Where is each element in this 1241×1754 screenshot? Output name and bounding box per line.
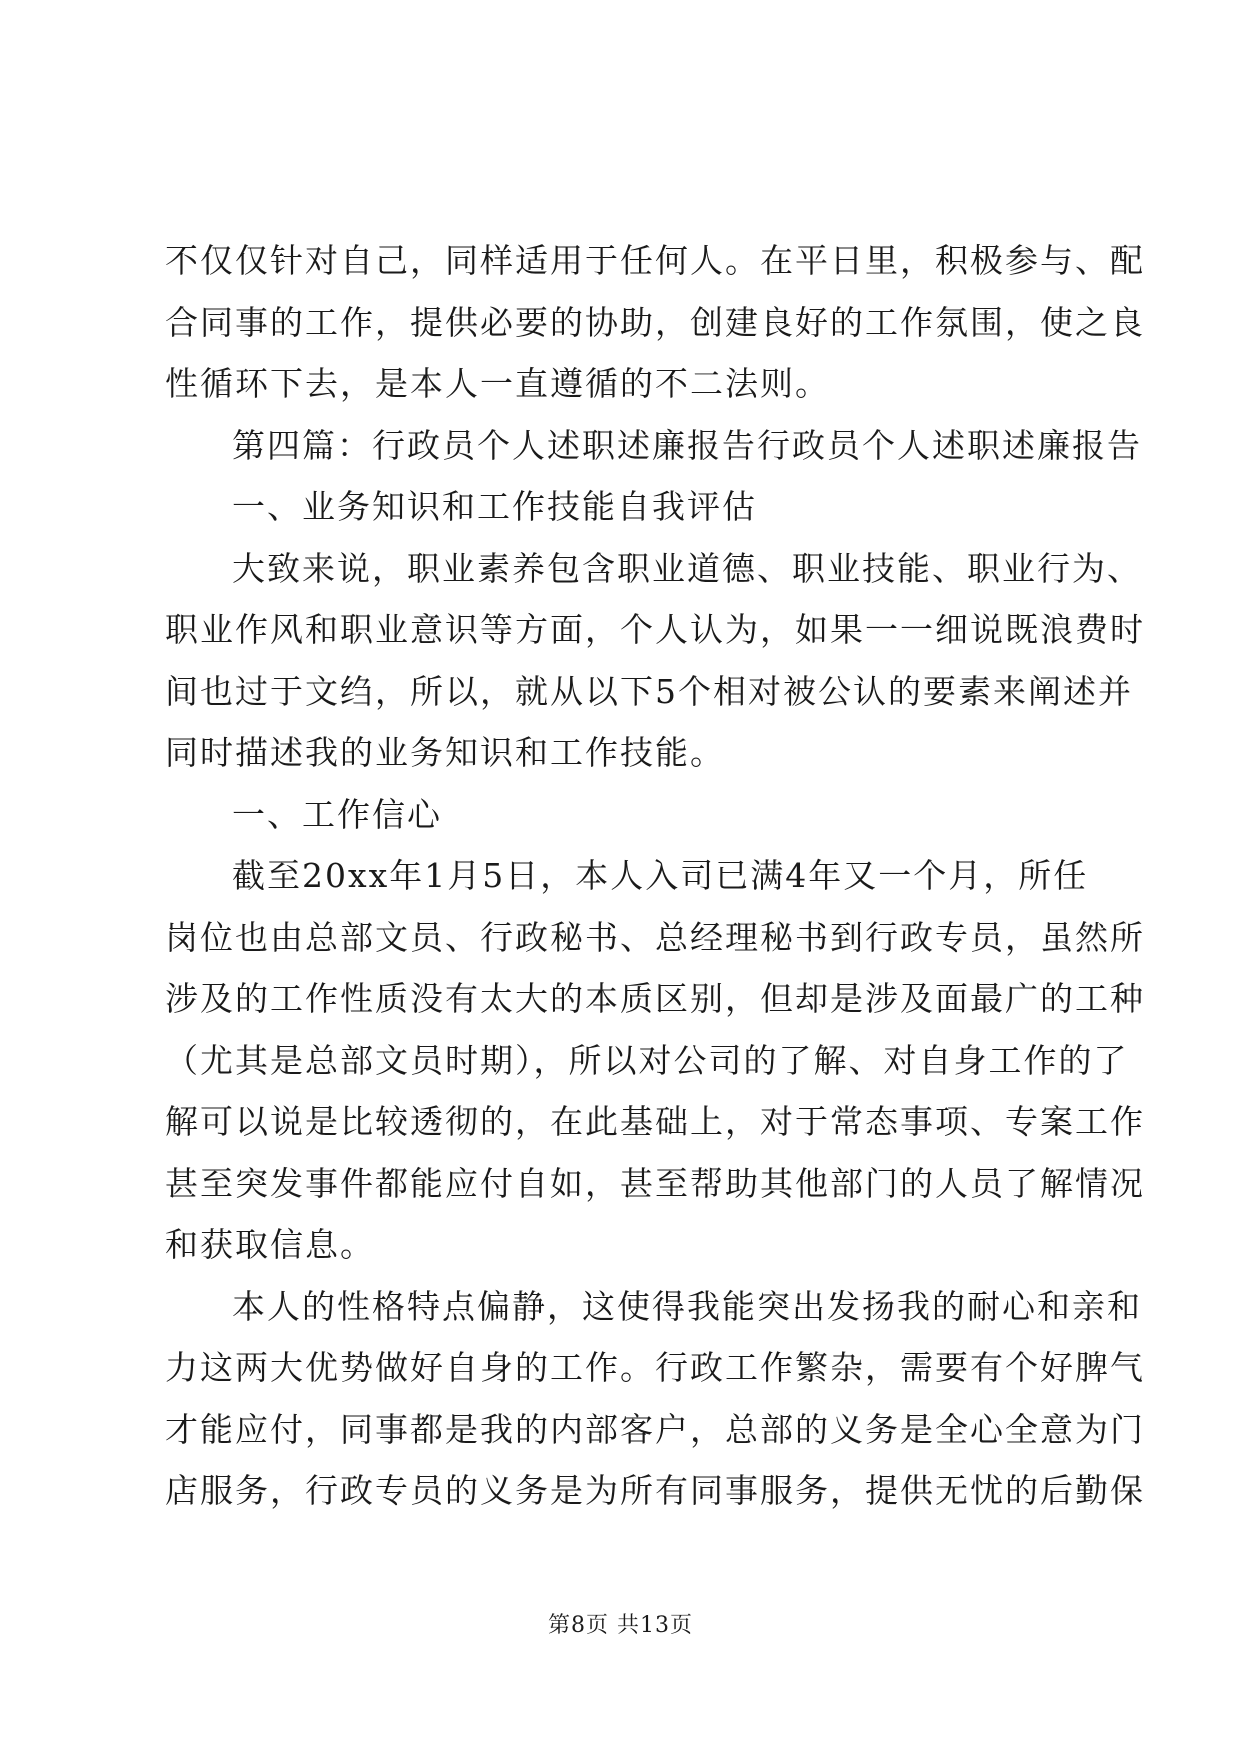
text-line: 甚至突发事件都能应付自如，甚至帮助其他部门的人员了解情况 — [165, 1163, 1145, 1203]
text-line: 同时描述我的业务知识和工作技能。 — [165, 733, 725, 772]
text-line: 合同事的工作，提供必要的协助，创建良好的工作氛围，使之良 — [165, 302, 1145, 342]
text-line: 截至20xx年1月5日，本人入司已满4年又一个月，所任 — [232, 856, 1089, 895]
text-line: 和获取信息。 — [165, 1225, 375, 1264]
text-line: 店服务，行政专员的义务是为所有同事服务，提供无忧的后勤保 — [165, 1471, 1145, 1510]
text-line: 性循环下去，是本人一直遵循的不二法则。 — [165, 364, 830, 403]
text-line: 本人的性格特点偏静，这使得我能突出发扬我的耐心和亲和 — [232, 1286, 1142, 1326]
text-line: （尤其是总部文员时期），所以对公司的了解、对自身工作的了 — [165, 1040, 1129, 1080]
text-line: 职业作风和职业意识等方面，个人认为，如果一一细说既浪费时 — [165, 610, 1145, 649]
text-line: 大致来说，职业素养包含职业道德、职业技能、职业行为、 — [232, 548, 1142, 588]
text-line: 岗位也由总部文员、行政秘书、总经理秘书到行政专员，虽然所 — [165, 917, 1145, 957]
page-number-footer: 第8页 共13页 — [548, 1613, 693, 1638]
subsection-heading: 一、工作信心 — [232, 794, 442, 834]
text-line: 不仅仅针对自己，同样适用于任何人。在平日里，积极参与、配 — [165, 241, 1145, 280]
text-line: 才能应付，同事都是我的内部客户，总部的义务是全心全意为门 — [165, 1409, 1145, 1449]
subsection-heading: 一、业务知识和工作技能自我评估 — [232, 487, 757, 526]
section-heading: 第四篇：行政员个人述职述廉报告行政员个人述职述廉报告 — [232, 425, 1142, 465]
document-body — [165, 230, 1145, 1522]
text-line: 间也过于文绉，所以，就从以下5个相对被公认的要素来阐述并 — [165, 671, 1133, 711]
text-line: 解可以说是比较透彻的，在此基础上，对于常态事项、专案工作 — [165, 1102, 1145, 1141]
text-line: 涉及的工作性质没有太大的本质区别，但却是涉及面最广的工种 — [165, 979, 1145, 1018]
text-line: 力这两大优势做好自身的工作。行政工作繁杂，需要有个好脾气 — [165, 1348, 1145, 1387]
